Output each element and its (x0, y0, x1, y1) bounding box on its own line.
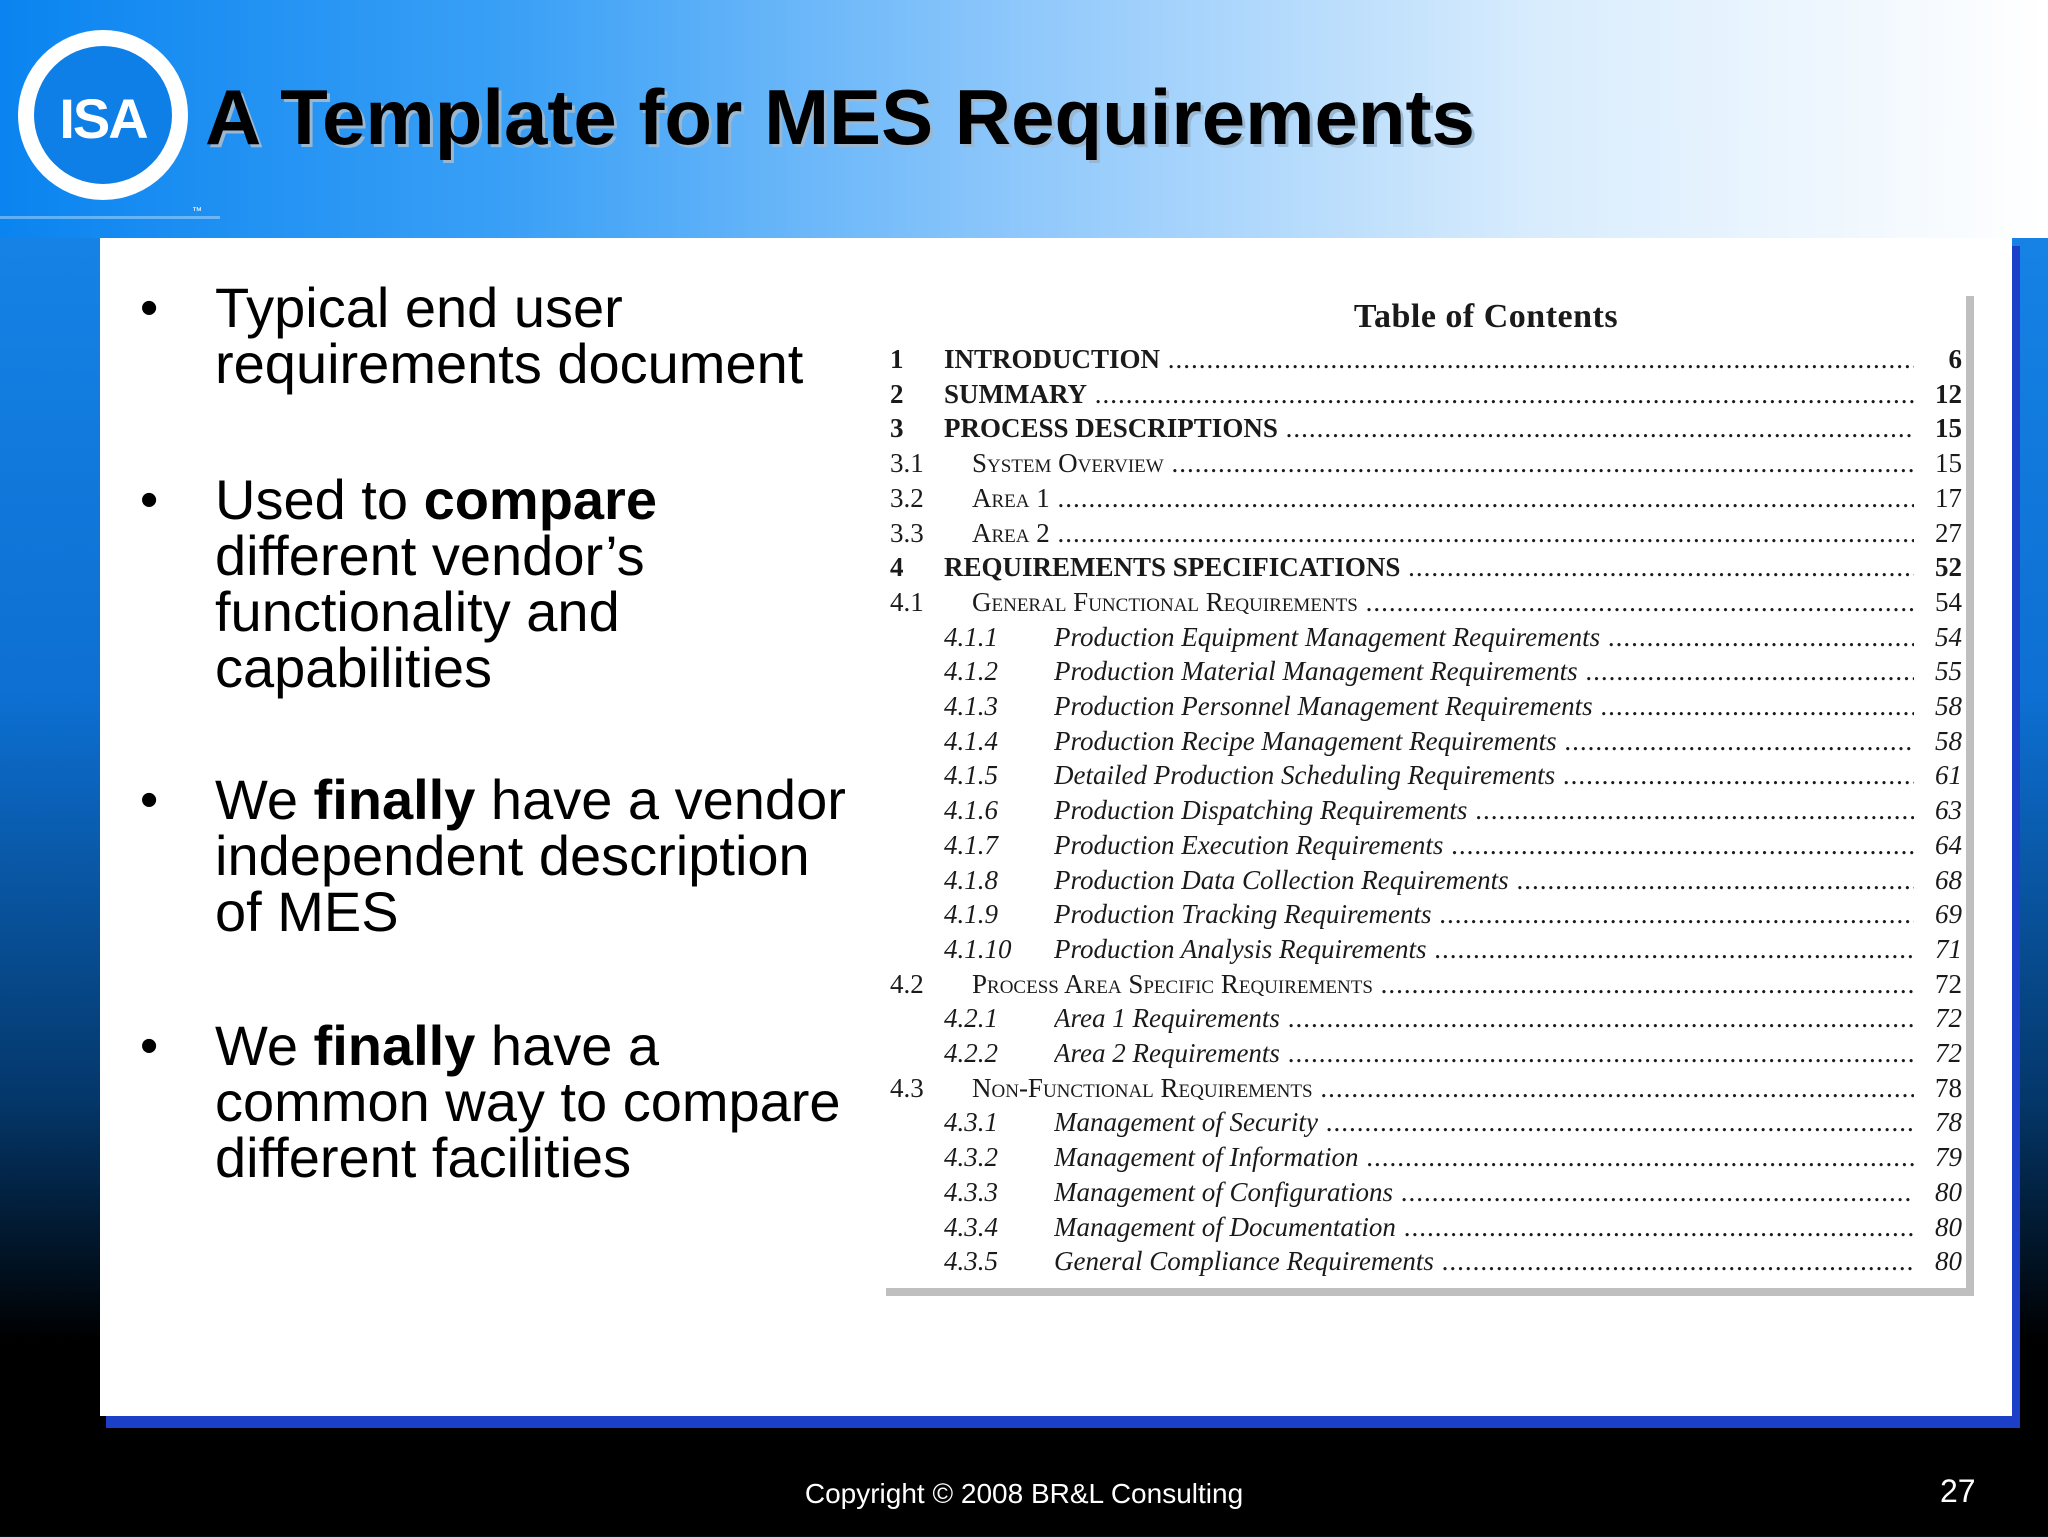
toc-entry-page: 80 (1935, 1211, 1962, 1242)
toc-entry-title: Production Data Collection Requirements ..... (1054, 863, 1914, 897)
toc-entry-page: 72 (1935, 1003, 1962, 1034)
toc-entry-page: 78 (1935, 1072, 1962, 1103)
toc-entry-number: 4.3.4 (944, 1211, 998, 1242)
toc-entry-page: 15 (1935, 413, 1962, 444)
toc-entry-number: 4.1.10 (944, 933, 1012, 964)
toc-entry (886, 932, 1966, 966)
toc-entry-title: Area 1 ..... (972, 481, 1914, 515)
toc-entry-number: 4.2.1 (944, 1003, 998, 1034)
toc-entry-title: General Functional Requirements ..... (972, 585, 1914, 619)
toc-entry (886, 516, 1966, 550)
toc-entry (886, 1105, 1966, 1139)
bullet-text (215, 768, 865, 943)
logo-trademark: ™ (192, 206, 202, 217)
toc-entry-number: 4.1 (890, 586, 924, 617)
toc-entry-number: 4.1.7 (944, 829, 998, 860)
isa-logo-icon (18, 30, 202, 217)
toc-entry-number: 4.3.3 (944, 1176, 998, 1207)
content-panel (100, 238, 2012, 1416)
toc-entry-title: Detailed Production Scheduling Requirements ..... (1054, 758, 1914, 792)
toc-entry (886, 1071, 1966, 1105)
toc-entry-title: Production Dispatching Requirements ..... (1054, 793, 1914, 827)
slide-header (0, 0, 2048, 238)
bullet-dot: • (140, 1017, 159, 1075)
toc-entry-title: Area 2 Requirements ..... (1054, 1036, 1914, 1070)
toc-entry (886, 620, 1966, 654)
toc-entry (886, 481, 1966, 515)
toc-entry-number: 4.1.8 (944, 864, 998, 895)
bullet-segment: Typical end user requirements document (215, 276, 804, 395)
toc-entry-title: Production Execution Requirements ..... (1054, 828, 1914, 862)
toc-entry-number: 3 (890, 413, 904, 444)
bullet-dot: • (140, 771, 159, 829)
toc-entry-number: 1 (890, 344, 904, 374)
toc-entry-page: 58 (1935, 691, 1962, 721)
toc-entry-title: Production Recipe Management Requirements ..... (1054, 724, 1914, 758)
bullet-segment: different vendor’s functionality and capabilities (215, 524, 645, 699)
toc-entry (886, 897, 1966, 931)
toc-entry-page: 71 (1935, 933, 1962, 964)
footer-copyright: Copyright © 2008 BR&L Consulting (804, 1478, 1244, 1509)
toc-entry-number: 4.1.5 (944, 760, 998, 791)
toc-entry-page: 80 (1935, 1176, 1962, 1207)
toc-entry (886, 758, 1966, 792)
toc-entry-title: Area 2 ..... (972, 516, 1914, 550)
bullet-segment: Used to (215, 468, 424, 531)
toc-entry-page: 12 (1935, 378, 1962, 409)
toc-entry-number: 2 (890, 378, 904, 409)
bullet-dot: • (140, 279, 159, 337)
toc-entry-title: Production Tracking Requirements ..... (1054, 897, 1914, 931)
bullet-segment: We (215, 1014, 314, 1077)
toc-entry-number: 3.1 (890, 448, 924, 479)
toc-entry-title: Management of Information ..... (1054, 1140, 1914, 1174)
toc-entry-title: Management of Configurations ..... (1054, 1175, 1914, 1209)
toc-entry-title: General Compliance Requirements ..... (1054, 1244, 1914, 1278)
toc-entry-title: REQUIREMENTS SPECIFICATIONS ..... (944, 550, 1914, 584)
toc-entry-page: 68 (1935, 864, 1962, 895)
bullet-segment: We (215, 768, 314, 831)
toc-entry-number: 4 (890, 552, 904, 583)
toc-entry (886, 1244, 1966, 1278)
toc-entry-title: Non-Functional Requirements ..... (972, 1071, 1914, 1105)
toc-entry (886, 1001, 1966, 1035)
toc-entry-page: 54 (1935, 621, 1962, 652)
toc-entry (886, 724, 1966, 758)
toc-entry-number: 3.3 (890, 517, 924, 548)
toc-entry-number: 3.2 (890, 482, 924, 513)
table-of-contents (886, 288, 1966, 1288)
toc-entry (886, 377, 1966, 411)
bullet-emphasis: finally (313, 1014, 476, 1077)
toc-entry-title: INTRODUCTION ..... (944, 342, 1914, 376)
bullet-emphasis: compare (423, 468, 657, 531)
toc-entry-page: 80 (1935, 1246, 1962, 1277)
toc-entry-number: 4.1.6 (944, 795, 998, 826)
toc-entry (886, 1140, 1966, 1174)
toc-entry-title: Production Analysis Requirements ..... (1054, 932, 1914, 966)
toc-entry (886, 654, 1966, 688)
toc-entry-title: Area 1 Requirements ..... (1054, 1001, 1914, 1035)
toc-entry-number: 4.3 (890, 1072, 924, 1103)
toc-entry-page: 72 (1935, 1038, 1962, 1068)
toc-entry-page: 52 (1935, 552, 1962, 583)
toc-entry (886, 863, 1966, 897)
toc-entry-page: 54 (1935, 586, 1962, 617)
bullet-segment: have a common way to compare different facilities (215, 1014, 841, 1189)
toc-entry-number: 4.2.2 (944, 1038, 998, 1068)
bullet-text (215, 276, 865, 395)
toc-entry-title: Production Material Management Requirements ..... (1054, 654, 1914, 688)
toc-entry-title: System Overview ..... (972, 446, 1914, 480)
toc-entry-number: 4.3.2 (944, 1142, 998, 1173)
bullet-text (215, 468, 865, 699)
toc-entry-page: 61 (1935, 760, 1962, 791)
toc-entry-number: 4.1.9 (944, 899, 998, 930)
toc-entry (886, 828, 1966, 862)
toc-entry-number: 4.3.5 (944, 1246, 998, 1277)
slide-page-number: 27 (1940, 1473, 1976, 1509)
toc-entry (886, 342, 1966, 376)
toc-entry-number: 4.1.2 (944, 656, 998, 687)
bullet-dot: • (140, 471, 159, 529)
toc-entry (886, 1210, 1966, 1244)
bullet-list (100, 238, 860, 1416)
toc-entry-page: 58 (1935, 725, 1962, 756)
toc-entry-number: 4.2 (890, 968, 924, 999)
toc-entry-page: 63 (1935, 795, 1962, 826)
bullet-segment: have a vendor independent description of MES (215, 768, 846, 943)
toc-entry (886, 550, 1966, 584)
toc-entry-title: Production Personnel Management Requirements ..... (1054, 689, 1914, 723)
toc-entry (886, 446, 1966, 480)
toc-entry-number: 4.1.4 (944, 725, 998, 756)
header-divider (0, 216, 220, 219)
toc-entry-title: PROCESS DESCRIPTIONS ..... (944, 411, 1914, 445)
slide-title: A Template for MES Requirements (205, 73, 1475, 161)
toc-entry-title: Management of Documentation ..... (1054, 1210, 1914, 1244)
toc-entry-page: 79 (1935, 1142, 1962, 1173)
toc-entry (886, 411, 1966, 445)
toc-entry-title: SUMMARY ..... (944, 377, 1914, 411)
bullet-emphasis: finally (313, 768, 476, 831)
toc-entry (886, 1175, 1966, 1209)
toc-title: Table of Contents (1353, 298, 1619, 335)
toc-entry-title: Management of Security ..... (1054, 1105, 1914, 1139)
toc-entry-page: 72 (1935, 968, 1962, 999)
toc-entry-page: 6 (1948, 344, 1962, 374)
toc-entry (886, 967, 1966, 1001)
toc-entry-page: 78 (1935, 1107, 1962, 1138)
toc-entry-page: 69 (1935, 899, 1962, 930)
toc-entry-page: 17 (1935, 482, 1962, 513)
toc-entry-title: Production Equipment Management Requirements ..... (1054, 620, 1914, 654)
toc-entry (886, 1036, 1966, 1070)
logo-text: ISA (59, 87, 147, 150)
toc-entry-title: Process Area Specific Requirements ..... (972, 967, 1914, 1001)
toc-entry-page: 64 (1935, 829, 1962, 860)
toc-entry (886, 585, 1966, 619)
toc-entry-page: 55 (1935, 656, 1962, 687)
toc-entry-page: 27 (1935, 517, 1962, 548)
toc-entry-number: 4.1.1 (944, 621, 998, 652)
toc-entry (886, 689, 1966, 723)
bullet-text (215, 1014, 865, 1189)
toc-entry-number: 4.1.3 (944, 691, 998, 721)
toc-entry-page: 15 (1935, 448, 1962, 479)
toc-entry-number: 4.3.1 (944, 1107, 998, 1138)
toc-entry (886, 793, 1966, 827)
